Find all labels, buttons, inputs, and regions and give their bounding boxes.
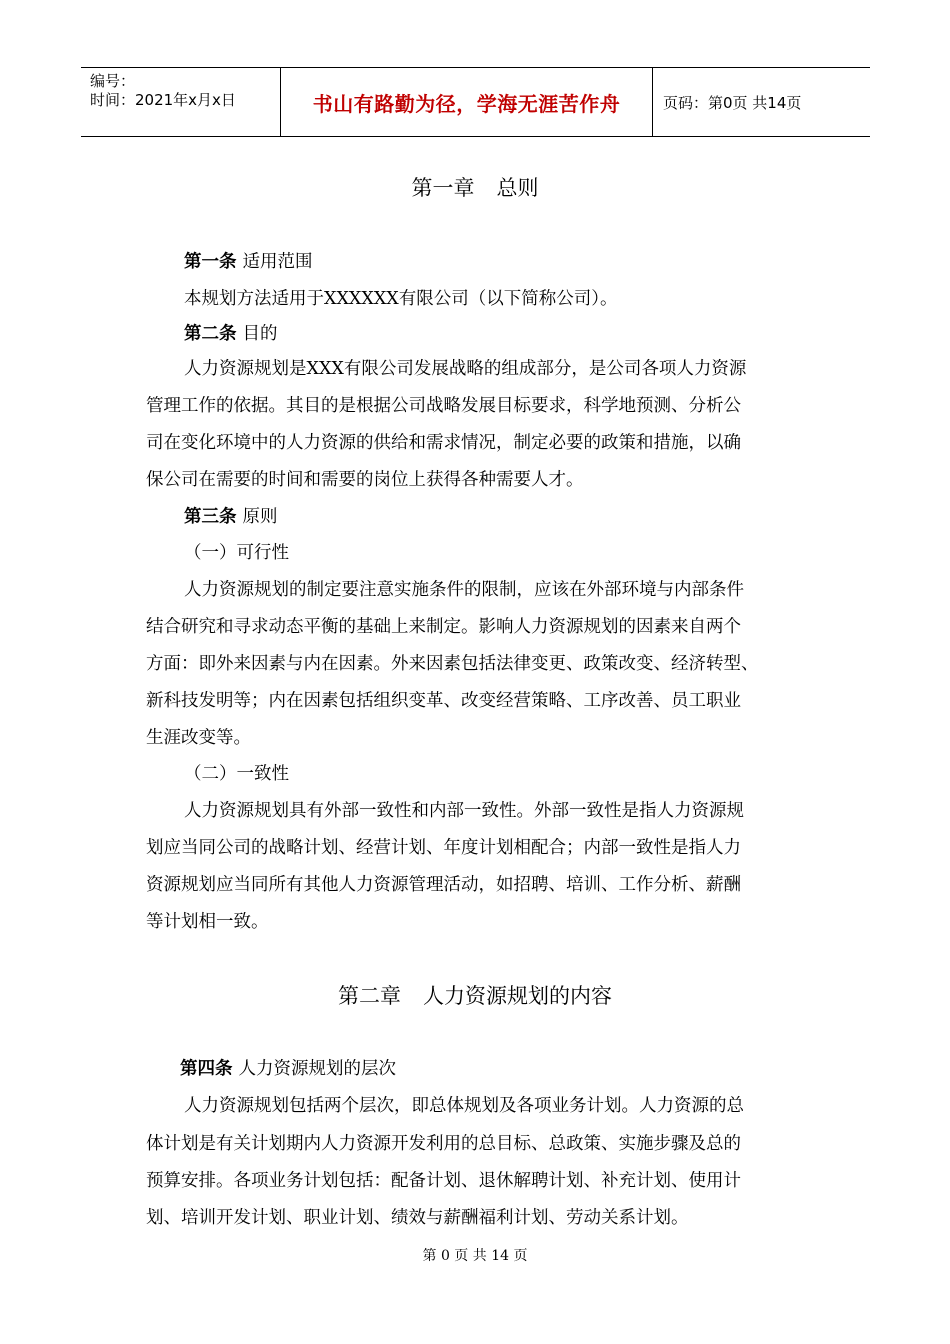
article-4-label: 第四条	[180, 1059, 233, 1079]
chapter-2-title	[0, 980, 950, 1010]
article-3-title: 原则	[242, 507, 278, 527]
page-header	[81, 67, 870, 137]
paragraph-line: 生涯改变等。	[146, 728, 251, 748]
subsection-heading: （二）一致性	[184, 764, 289, 784]
paragraph-line: 人力资源规划的制定要注意实施条件的限制，应该在外部环境与内部条件	[184, 580, 744, 600]
article-2-heading	[184, 320, 278, 345]
header-page-info: 页码：第0页 共14页	[663, 93, 802, 112]
article-2-title: 目的	[242, 324, 278, 344]
header-motto: 书山有路勤为径，学海无涯苦作舟	[281, 68, 653, 136]
paragraph-line: 划应当同公司的战略计划、经营计划、年度计划相配合；内部一致性是指人力	[146, 838, 741, 858]
chapter-1-number: 第一章	[411, 176, 475, 200]
paragraph-line: 司在变化环境中的人力资源的供给和需求情况，制定必要的政策和措施，以确	[146, 433, 741, 453]
paragraph-line: 保公司在需要的时间和需要的岗位上获得各种需要人才。	[146, 470, 584, 490]
article-4-title: 人力资源规划的层次	[238, 1059, 396, 1079]
code-label: 编号：	[90, 72, 136, 90]
article-4-heading	[180, 1055, 396, 1080]
paragraph-line: 人力资源规划具有外部一致性和内部一致性。外部一致性是指人力资源规	[184, 801, 744, 821]
chapter-2-name: 人力资源规划的内容	[423, 984, 612, 1008]
paragraph-line: 资源规划应当同所有其他人力资源管理活动，如招聘、培训、工作分析、薪酬	[146, 875, 741, 895]
subsection-heading: （一）可行性	[184, 543, 289, 563]
paragraph-line: 人力资源规划是XXX有限公司发展战略的组成部分，是公司各项人力资源	[184, 359, 747, 379]
paragraph-line: 划、培训开发计划、职业计划、绩效与薪酬福利计划、劳动关系计划。	[146, 1208, 689, 1228]
article-2-label: 第二条	[184, 324, 237, 344]
paragraph-line: 等计划相一致。	[146, 912, 269, 932]
time-label: 时间：2021年x月x日	[90, 91, 236, 109]
paragraph-line: 管理工作的依据。其目的是根据公司战略发展目标要求，科学地预测、分析公	[146, 396, 741, 416]
article-1-heading	[184, 248, 313, 273]
paragraph-line: 预算安排。各项业务计划包括：配备计划、退休解聘计划、补充计划、使用计	[146, 1171, 741, 1191]
paragraph-line: 人力资源规划包括两个层次，即总体规划及各项业务计划。人力资源的总	[184, 1096, 744, 1116]
paragraph-line: 体计划是有关计划期内人力资源开发利用的总目标、总政策、实施步骤及总的	[146, 1134, 741, 1154]
paragraph-line: 新科技发明等；内在因素包括组织变革、改变经营策略、工序改善、员工职业	[146, 691, 741, 711]
paragraph-line: 本规划方法适用于XXXXXX有限公司（以下简称公司）。	[184, 289, 618, 309]
chapter-2-number: 第二章	[338, 984, 401, 1008]
article-1-label: 第一条	[184, 252, 237, 272]
paragraph-line: 方面：即外来因素与内在因素。外来因素包括法律变更、政策改变、经济转型、	[146, 654, 759, 674]
page-footer: 第 0 页 共 14 页	[422, 1248, 528, 1264]
chapter-1-title	[0, 172, 950, 202]
header-meta	[81, 68, 281, 136]
article-3-label: 第三条	[184, 507, 237, 527]
paragraph-line: 结合研究和寻求动态平衡的基础上来制定。影响人力资源规划的因素来自两个	[146, 617, 741, 637]
chapter-1-name: 总则	[496, 176, 539, 200]
article-3-heading	[184, 503, 278, 528]
article-1-title: 适用范围	[242, 252, 313, 272]
